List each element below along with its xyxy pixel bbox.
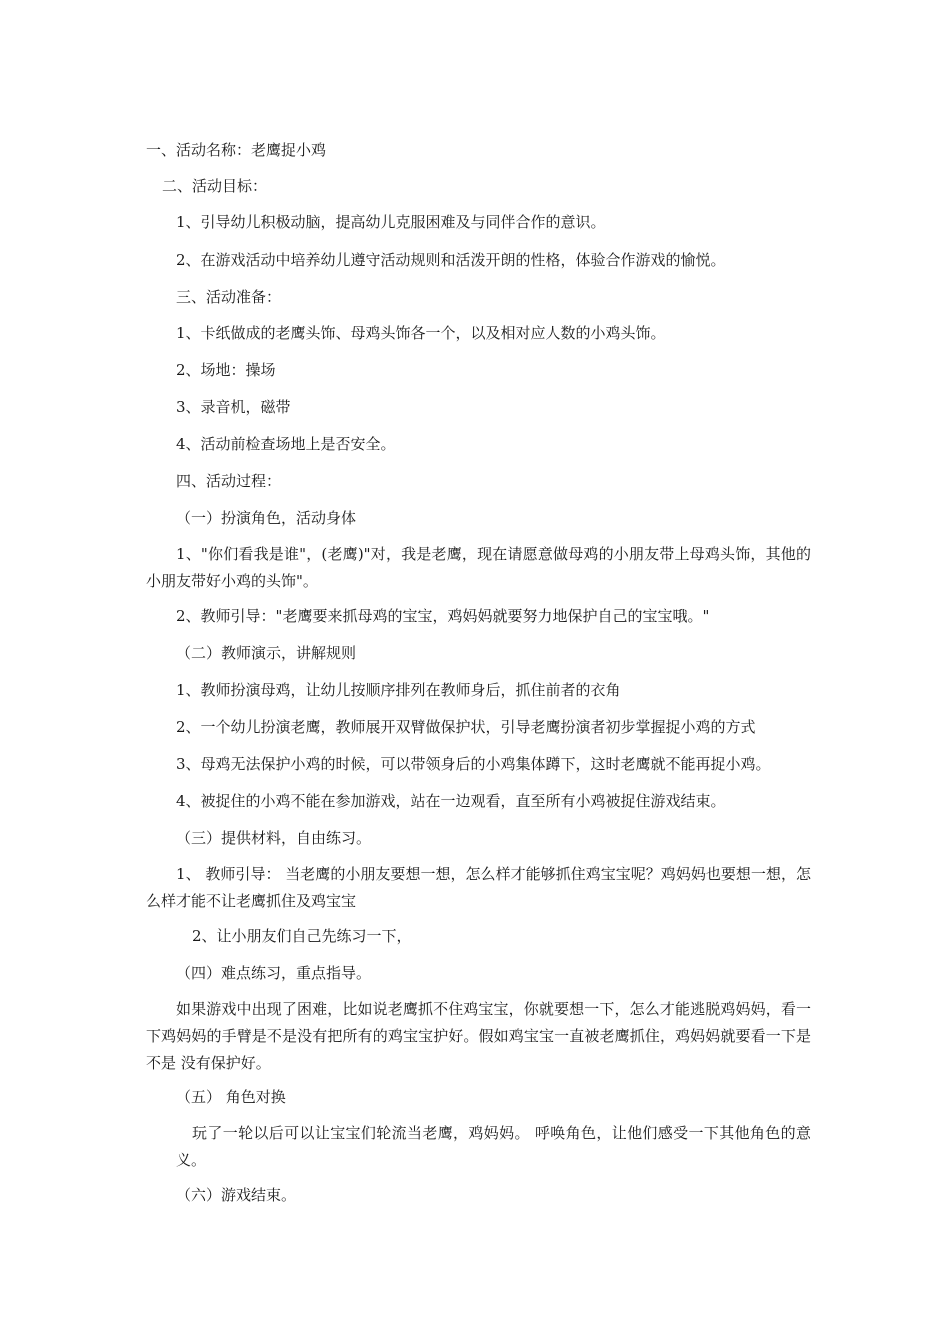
rule-item-2: 2、一个幼儿扮演老鹰，教师展开双臂做保护状，引导老鹰扮演者初步掌握捉小鸡的方式 bbox=[176, 718, 756, 736]
process-item-2: 2、教师引导："老鹰要来抓母鸡的宝宝，鸡妈妈就要努力地保护自己的宝宝哦。" bbox=[176, 607, 710, 625]
rule-item-1: 1、教师扮演母鸡，让幼儿按顺序排列在教师身后，抓住前者的衣角 bbox=[176, 681, 621, 699]
section-title-goals: 二、活动目标： bbox=[162, 177, 268, 195]
role-swap-paragraph: 玩了一轮以后可以让宝宝们轮流当老鹰，鸡妈妈。 呼唤角色，让他们感受一下其他角色的意义。 bbox=[176, 1124, 811, 1169]
difficulty-paragraph: 如果游戏中出现了困难，比如说老鹰抓不住鸡宝宝，你就要想一下，怎么才能逃脱鸡妈妈，看一下鸡妈妈的手臂是不是没有把所有的鸡宝宝护好。假如鸡宝宝一直被老鹰抓住，鸡妈妈就要看一下是不是 没有保护好。 bbox=[146, 1000, 811, 1072]
subsection-title-6: （六）游戏结束。 bbox=[176, 1186, 297, 1204]
subsection-title-5: （五） 角色对换 bbox=[176, 1088, 286, 1106]
goal-item-2: 2、在游戏活动中培养幼儿遵守活动规则和活泼开朗的性格，体验合作游戏的愉悦。 bbox=[176, 251, 726, 269]
subsection-title-2: （二）教师演示，讲解规则 bbox=[176, 644, 357, 662]
rule-item-3: 3、母鸡无法保护小鸡的时候，可以带领身后的小鸡集体蹲下，这时老鹰就不能再捉小鸡。 bbox=[176, 755, 771, 773]
subsection-title-4: （四）难点练习，重点指导。 bbox=[176, 964, 372, 982]
section-title-process: 四、活动过程： bbox=[176, 472, 282, 490]
prep-item-1: 1、卡纸做成的老鹰头饰、母鸡头饰各一个，以及相对应人数的小鸡头饰。 bbox=[176, 324, 666, 342]
prep-item-3: 3、录音机，磁带 bbox=[176, 398, 291, 416]
section-title-activity-name: 一、活动名称：老鹰捉小鸡 bbox=[146, 141, 327, 159]
practice-item-2: 2、让小朋友们自己先练习一下， bbox=[192, 927, 412, 945]
section-title-preparation: 三、活动准备： bbox=[176, 288, 282, 306]
prep-item-2: 2、场地：操场 bbox=[176, 361, 276, 379]
prep-item-4: 4、活动前检查场地上是否安全。 bbox=[176, 435, 396, 453]
process-paragraph-1: 1、"你们看我是谁"，(老鹰)"对，我是老鹰，现在请愿意做母鸡的小朋友带上母鸡头饰，其他的小朋友带好小鸡的头饰"。 bbox=[146, 545, 811, 590]
goal-item-1: 1、引导幼儿积极动脑，提高幼儿克服困难及与同伴合作的意识。 bbox=[176, 213, 606, 231]
subsection-title-1: （一）扮演角色，活动身体 bbox=[176, 509, 357, 527]
subsection-title-3: （三）提供材料，自由练习。 bbox=[176, 829, 372, 847]
practice-paragraph-1: 1、 教师引导： 当老鹰的小朋友要想一想，怎么样才能够抓住鸡宝宝呢？鸡妈妈也要想一想，怎么样才能不让老鹰抓住及鸡宝宝 bbox=[146, 865, 811, 910]
rule-item-4: 4、被捉住的小鸡不能在参加游戏，站在一边观看，直至所有小鸡被捉住游戏结束。 bbox=[176, 792, 726, 810]
